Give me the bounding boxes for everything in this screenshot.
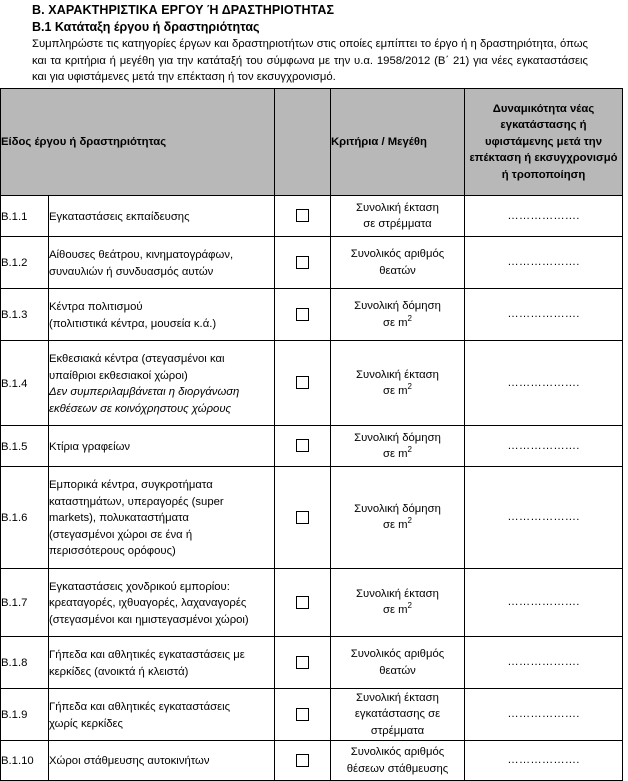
project-type-line: κρεαταγορές, ιχθυαγορές, λαχαναγορές xyxy=(49,597,247,609)
criteria-line xyxy=(331,446,464,463)
row-criteria xyxy=(331,237,465,289)
project-type-line: υπαίθριοι εκθεσιακοί χώροι) xyxy=(49,369,188,382)
criteria-text: Συνολική δόμηση xyxy=(354,300,441,312)
row-criteria xyxy=(331,568,465,637)
row-code xyxy=(1,689,49,741)
row-project-type xyxy=(49,196,275,237)
project-type-line: (πολιτιστικά κέντρα, μουσεία κ.ά.) xyxy=(49,317,217,330)
project-type-line: Αίθουσες θεάτρου, κινηματογράφων, xyxy=(49,249,234,261)
row-project-type xyxy=(49,689,275,741)
criteria-line xyxy=(331,298,464,315)
category-checkbox[interactable] xyxy=(296,308,309,321)
row-code-text: Β.1.9 xyxy=(1,709,28,722)
criteria-line xyxy=(331,501,464,518)
criteria-line xyxy=(331,517,464,534)
unit-superscript: 2 xyxy=(407,445,412,455)
row-capacity-field[interactable] xyxy=(465,237,623,289)
criteria-line xyxy=(331,646,464,663)
category-checkbox[interactable] xyxy=(296,708,309,721)
criteria-text: θέσεων στάθμευσης xyxy=(346,762,449,775)
table-row xyxy=(1,689,623,741)
intro-paragraph: Συμπληρώστε τις κατηγορίες έργων και δραστηριοτήτων στις οποίες εμπίπτει το έργο ή η δραστηριότητα, όπως και τα κριτήρια ή μεγέθη για την κατάταξή του σύμφωνα με την υ.α. 1958/2012 (Β΄ 21) για νέες εγκαταστάσεις και για υφιστάμενες μετά την επέκταση ή τον εκσυγχρονισμό. xyxy=(32,38,588,83)
row-project-type xyxy=(49,289,275,341)
row-code-text: Β.1.3 xyxy=(1,309,28,322)
row-project-type xyxy=(49,637,275,689)
row-capacity-field[interactable] xyxy=(465,467,623,569)
project-type-line: Εγκαταστάσεις εκπαίδευσης xyxy=(49,210,190,223)
project-type-line: Εμπορικά κέντρα, συγκροτήματα xyxy=(49,479,213,491)
row-capacity-field[interactable] xyxy=(465,289,623,341)
criteria-text: Συνολική δόμηση xyxy=(354,431,441,444)
project-type-line: περισσότερους ορόφους) xyxy=(49,545,176,557)
criteria-line xyxy=(331,723,464,740)
row-checkbox-cell xyxy=(275,637,331,689)
row-criteria xyxy=(331,341,465,426)
table-row xyxy=(1,568,623,637)
row-checkbox-cell xyxy=(275,341,331,426)
capacity-placeholder-dots: ………………. xyxy=(507,656,580,669)
project-type-line: markets), πολυκαταστήματα xyxy=(49,512,189,524)
category-checkbox[interactable] xyxy=(296,209,309,222)
classification-table xyxy=(0,88,623,781)
row-project-type xyxy=(49,467,275,569)
criteria-line xyxy=(331,690,464,707)
criteria-line xyxy=(331,263,464,280)
table-row xyxy=(1,467,623,569)
row-code xyxy=(1,637,49,689)
row-criteria xyxy=(331,196,465,237)
row-checkbox-cell xyxy=(275,568,331,637)
criteria-text: Συνολική έκταση xyxy=(356,691,439,704)
row-project-type xyxy=(49,568,275,637)
capacity-placeholder-dots: ………………. xyxy=(507,596,580,608)
row-criteria xyxy=(331,689,465,741)
row-checkbox-cell xyxy=(275,289,331,341)
row-code xyxy=(1,426,49,467)
category-checkbox[interactable] xyxy=(296,656,309,669)
row-code xyxy=(1,289,49,341)
table-row xyxy=(1,289,623,341)
category-checkbox[interactable] xyxy=(296,439,309,452)
criteria-text: Συνολικός αριθμός xyxy=(350,648,445,660)
criteria-line xyxy=(331,246,464,263)
row-checkbox-cell xyxy=(275,237,331,289)
row-project-type xyxy=(49,341,275,426)
unit-superscript: 2 xyxy=(407,601,412,611)
criteria-line xyxy=(331,367,464,384)
row-project-type xyxy=(49,237,275,289)
criteria-text: στρέμματα xyxy=(370,724,425,737)
header-checkbox-column xyxy=(275,89,331,196)
row-code xyxy=(1,467,49,569)
criteria-text: εγκατάστασης σε xyxy=(354,708,441,721)
project-type-line: Κτίρια γραφείων xyxy=(49,440,131,453)
row-checkbox-cell xyxy=(275,196,331,237)
subsection-title: Β.1 Κατάταξη έργου ή δραστηριότητας xyxy=(32,20,260,34)
project-type-line: (στεγασμένοι χώροι σε ένα ή xyxy=(49,528,193,541)
criteria-line xyxy=(331,200,464,217)
row-capacity-field[interactable] xyxy=(465,196,623,237)
row-code-text: Β.1.6 xyxy=(1,512,28,524)
row-checkbox-cell xyxy=(275,426,331,467)
criteria-text: θεατών xyxy=(379,664,416,677)
row-code xyxy=(1,341,49,426)
criteria-text: Συνολική έκταση xyxy=(356,587,439,600)
row-code-text: Β.1.2 xyxy=(1,257,28,270)
project-type-line: Εγκαταστάσεις χονδρικού εμπορίου: xyxy=(49,580,230,593)
row-capacity-field[interactable] xyxy=(465,689,623,741)
row-checkbox-cell xyxy=(275,689,331,741)
row-code-text: Β.1.1 xyxy=(1,210,28,223)
criteria-text: σε m xyxy=(382,316,408,329)
row-code-text: Β.1.8 xyxy=(1,657,28,670)
project-type-line: Γήπεδα και αθλητικές εγκαταστάσεις xyxy=(49,701,231,713)
row-criteria xyxy=(331,467,465,569)
row-code-text: Β.1.10 xyxy=(1,755,34,768)
criteria-text: σε m xyxy=(382,604,408,617)
row-capacity-field[interactable] xyxy=(465,568,623,637)
criteria-line xyxy=(331,430,464,447)
table-body xyxy=(1,196,623,781)
section-title: Β. ΧΑΡΑΚΤΗΡΙΣΤΙΚΑ ΕΡΓΟΥ Ή ΔΡΑΣΤΗΡΙΟΤΗΤΑΣ xyxy=(32,3,335,17)
criteria-text: σε m xyxy=(382,448,408,460)
criteria-text: Συνολική έκταση xyxy=(356,201,439,214)
criteria-line xyxy=(331,216,464,233)
row-code xyxy=(1,568,49,637)
row-capacity-field[interactable] xyxy=(465,426,623,467)
row-checkbox-cell xyxy=(275,467,331,569)
project-type-line: Κέντρα πολιτισμού xyxy=(49,301,143,313)
row-code-text: Β.1.5 xyxy=(1,440,28,453)
criteria-text: σε στρέμματα xyxy=(363,218,432,230)
row-capacity-field[interactable] xyxy=(465,637,623,689)
criteria-line xyxy=(331,706,464,723)
capacity-placeholder-dots: ………………. xyxy=(507,308,580,321)
table-row xyxy=(1,237,623,289)
unit-superscript: 2 xyxy=(407,516,412,526)
capacity-placeholder-dots: ………………. xyxy=(507,256,580,269)
criteria-line xyxy=(331,586,464,603)
row-code-text: Β.1.7 xyxy=(1,597,28,609)
criteria-text: Συνολική έκταση xyxy=(356,368,439,381)
row-criteria xyxy=(331,637,465,689)
project-type-line: κερκίδες (ανοικτά ή κλειστά) xyxy=(49,665,189,678)
table-row xyxy=(1,196,623,237)
criteria-line xyxy=(331,315,464,332)
project-type-line: Εκθεσιακά κέντρα (στεγασμένοι και xyxy=(49,353,225,365)
project-type-line: Χώροι στάθμευσης αυτοκινήτων xyxy=(49,755,210,768)
project-type-line: καταστημάτων, υπεραγορές (super xyxy=(49,495,224,508)
row-criteria xyxy=(331,426,465,467)
capacity-placeholder-dots: ………………. xyxy=(507,708,580,721)
criteria-text: σε m xyxy=(382,519,408,532)
row-code xyxy=(1,741,49,781)
category-checkbox[interactable] xyxy=(296,754,309,767)
project-type-line: (στεγασμένοι και ημιστεγασμένοι χώροι) xyxy=(49,613,249,626)
unit-superscript: 2 xyxy=(407,313,412,323)
criteria-line xyxy=(331,744,464,761)
row-project-type xyxy=(49,741,275,781)
row-criteria xyxy=(331,289,465,341)
criteria-text: θεατών xyxy=(379,264,416,277)
project-type-line: Γήπεδα και αθλητικές εγκαταστάσεις με xyxy=(49,649,245,661)
category-checkbox[interactable] xyxy=(296,511,309,524)
category-checkbox[interactable] xyxy=(296,376,309,389)
capacity-placeholder-dots: ………………. xyxy=(507,439,580,452)
table-row xyxy=(1,426,623,467)
category-checkbox[interactable] xyxy=(296,256,309,269)
header-criteria: Κριτήρια / Μεγέθη xyxy=(331,89,465,196)
row-code-text: Β.1.4 xyxy=(1,377,28,390)
criteria-line xyxy=(331,761,464,778)
row-criteria xyxy=(331,741,465,781)
criteria-text: σε m xyxy=(382,385,408,397)
table-row xyxy=(1,741,623,781)
capacity-placeholder-dots: ………………. xyxy=(507,754,580,767)
criteria-line xyxy=(331,663,464,680)
project-type-note: Δεν συμπεριλαμβάνεται η διοργάνωση εκθέσεων σε κοινόχρηστους χώρους xyxy=(49,386,240,415)
criteria-line xyxy=(331,383,464,400)
row-code xyxy=(1,237,49,289)
criteria-line xyxy=(331,602,464,619)
category-checkbox[interactable] xyxy=(296,596,309,609)
table-header-row xyxy=(1,89,623,196)
table-row xyxy=(1,341,623,426)
capacity-placeholder-dots: ………………. xyxy=(507,209,580,222)
capacity-placeholder-dots: ………………. xyxy=(507,376,580,389)
criteria-text: Συνολική δόμηση xyxy=(354,502,441,515)
criteria-text: Συνολικός αριθμός xyxy=(350,746,445,758)
criteria-text: Συνολικός αριθμός xyxy=(350,248,445,260)
table-row xyxy=(1,637,623,689)
project-type-line: χωρίς κερκίδες xyxy=(49,717,124,730)
row-capacity-field[interactable] xyxy=(465,341,623,426)
capacity-placeholder-dots: ………………. xyxy=(507,511,580,523)
row-project-type xyxy=(49,426,275,467)
header-project-type: Είδος έργου ή δραστηριότητας xyxy=(1,89,275,196)
header-capacity: Δυναμικότητα νέας εγκατάστασης ή υφιστάμενης μετά την επέκταση ή εκσυγχρονισμό ή τροποποίηση xyxy=(465,89,623,196)
row-checkbox-cell xyxy=(275,741,331,781)
project-type-line: συναυλιών ή συνδυασμός αυτών xyxy=(49,265,214,278)
unit-superscript: 2 xyxy=(407,382,412,392)
row-capacity-field[interactable] xyxy=(465,741,623,781)
row-code xyxy=(1,196,49,237)
